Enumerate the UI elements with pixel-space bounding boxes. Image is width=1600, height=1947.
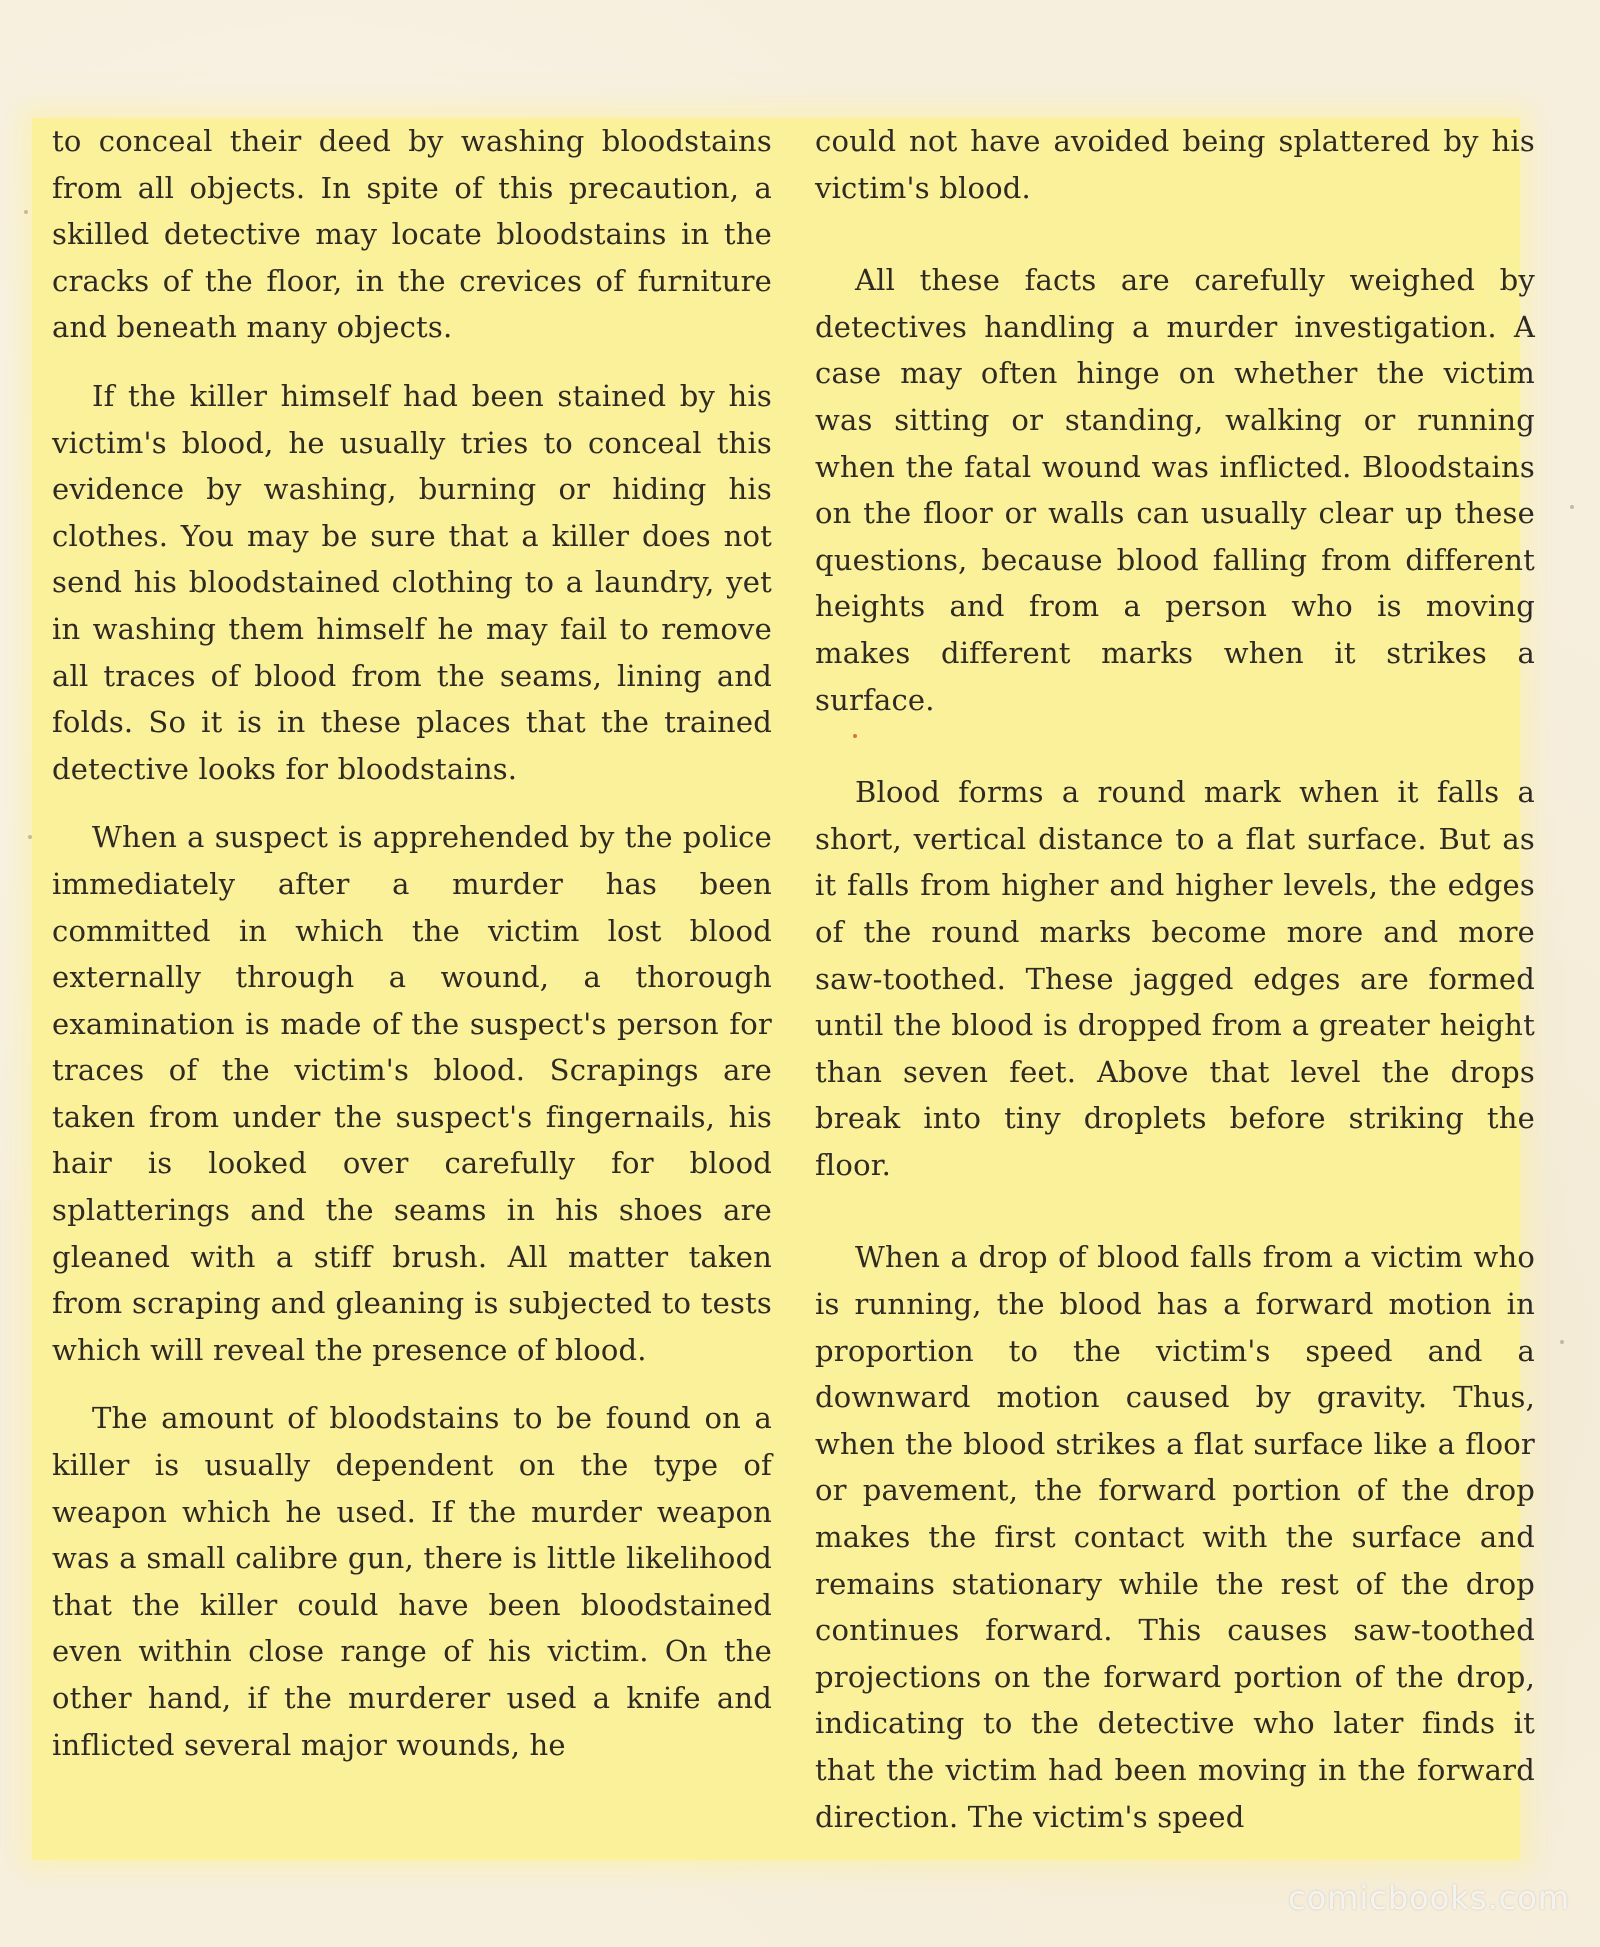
paper-speck [853,734,857,738]
watermark: comicbooks.com [1287,1879,1570,1917]
left-paragraph-2: If the killer himself had been stained by his victim's blood, he usually tries to conceal this evidence by washing, burning or hiding his clothes. You may be sure that a killer does not send his bloodstained clothing to a laundry, yet in washing them himself he may fail to remove all traces of blood from the seams, lining and folds. So it is in these places that the trained detective looks for bloodstains. [52,378,772,786]
paper-speck [1560,1340,1564,1344]
paper-speck [28,835,32,839]
left-paragraph-1: to conceal their deed by washing bloodstains from all objects. In spite of this precaution, a skilled detective may locate bloodstains in the cracks of the floor, in the crevices of furniture and beneath many objects. [52,124,772,345]
left-paragraph-3: When a suspect is apprehended by the police immediately after a murder has been committed in which the victim lost blood externally through a wound, a thorough examination is made of the suspect's person for traces of the victim's blood. Scrapings are taken from under the suspect's fingernails, his hair is looked over carefully for blood splatterings and the seams in his shoes are gleaned with a stiff brush. All matter taken from scraping and gleaning is subjected to tests which will reveal the presence of blood. [52,820,772,1367]
paper-speck [24,210,28,214]
right-column [815,118,1535,1840]
right-paragraph-3: Blood forms a round mark when it falls a short, vertical distance to a flat surface. But as it falls from higher and higher levels, the edges of the round marks become more and more saw-toothed. These jagged edges are formed until the blood is dropped from a greater height than seven feet. Above that level the drops break into tiny droplets before striking the floor. [815,775,1535,1182]
left-column [52,118,772,1768]
right-paragraph-2: All these facts are carefully weighed by detectives handling a murder investigation. A case may often hinge on whether the victim was sitting or standing, walking or running when the fatal wound was inflicted. Bloodstains on the floor or walls can usually clear up these questions, because blood falling from different heights and from a person who is moving makes different marks when it strikes a surface. [815,263,1535,717]
right-paragraph-1: could not have avoided being splattered by his victim's blood. [815,124,1535,205]
right-paragraph-4: When a drop of blood falls from a victim who is running, the blood has a forward motion in proportion to the victim's speed and a downward motion caused by gravity. Thus, when the blood strikes a flat surface like a floor or pavement, the forward portion of the drop makes the first contact with the surface and remains stationary while the rest of the drop continues forward. This causes saw-toothed projections on the forward portion of the drop, indicating to the detective who later finds it that the victim had been moving in the forward direction. The victim's speed [815,1240,1535,1834]
left-paragraph-4: The amount of bloodstains to be found on a killer is usually dependent on the type of weapon which he used. If the murder weapon was a small calibre gun, there is little likelihood that the killer could have been bloodstained even within close range of his victim. On the other hand, if the murderer used a knife and inflicted several major wounds, he [52,1401,772,1762]
paper-speck [1570,505,1574,509]
